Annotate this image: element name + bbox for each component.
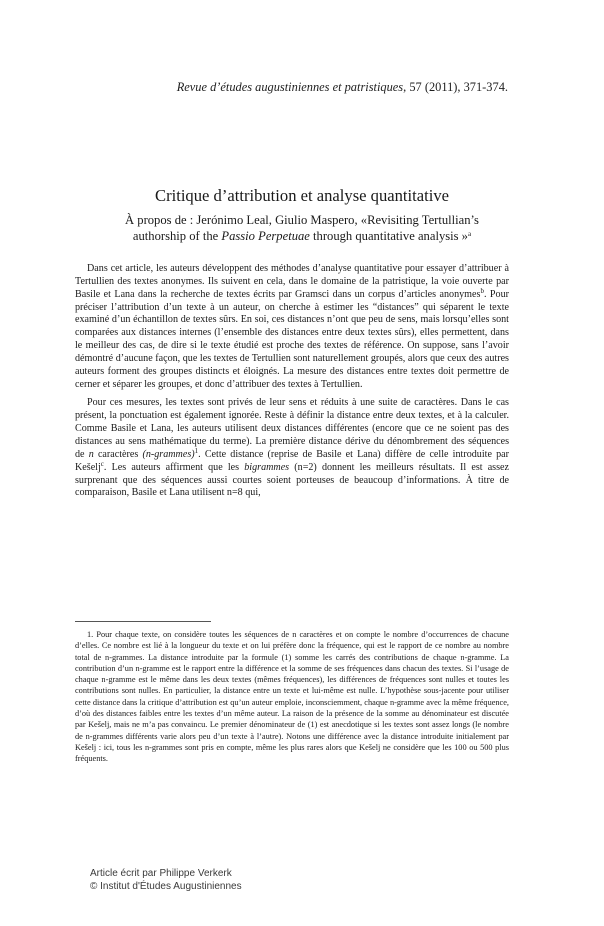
journal-name: Revue d’études augustiniennes et patristiques [176, 80, 404, 94]
paragraph-2 [75, 397, 509, 500]
footnote-1 [75, 629, 509, 765]
article-title: Critique d’attribution et analyse quantitative [155, 186, 449, 205]
subtitle-line-2a: authorship of the [132, 228, 222, 243]
p2-text-a: Pour ces mesures, les textes sont privés de leur sens et réduits à une suite de caractères. Dans le cas présent, la ponctuation est également ignorée. Reste à définir la distance entre deux textes, et à la calculer. Comme Basile et Lana, les auteurs utilisent deux distances différentes (encore que ce ne soient pas des distances au sens mathématique du terme). La première distance dérive du dénombrement des séquences de [75, 397, 509, 460]
volume-info: , 57 (2011), 371-374. [403, 80, 508, 94]
subtitle-note-marker: a [467, 229, 472, 238]
article-body [75, 263, 509, 500]
p2-text-b: caractères [93, 448, 143, 460]
article-subtitle [60, 213, 544, 244]
note-marker-1: 1 [194, 446, 199, 455]
p1-text-a: Dans cet article, les auteurs développent des méthodes d’analyse quantitative pour essayer d’attribuer à Tertullien des textes anonymes. Ils suivent en cela, dans le domaine de la patristique, la voie ouverte par Basile et Lana dans la recherche de textes écrits par Gramsci dans un corpus d’articles anonymes [75, 263, 509, 300]
note-marker-c: c [100, 459, 104, 468]
credit-author: Article écrit par Philippe Verkerk [90, 868, 232, 879]
footnote-text: 1. Pour chaque texte, on considère toutes les séquences de n caractères et on compte le nombre d’occurrences de chacune d’elles. Ce nombre est lié à la longueur du texte et on lui préfère donc la fréquence, qui est le rapport de ce nombre au nombre total de n-grammes. La distance introduite par la formule (1) somme les carrés des contributions de chaque n-gramme. La contribution d’un n-gramme est le rapport entre la différence et la somme de ses fréquences dans chacun des textes. Si l’usage de chaque n-gramme est le même dans les deux textes (mêmes fréquences), les différences de fréquences sont nulles et toutes les contributions sont nulles. En particulier, la distance entre un texte et lui-même est nulle. L’hypothèse sous-jacente pour utiliser cette distance dans la critique d’attribution est qu’un auteur emploie, inconsciemment, chaque n-gramme avec la même fréquence, d’où des distances faibles entre les textes d’un même auteur. La raison de la présence de la somme au dénominateur est discutée par Kešelj, mais ne m’a pas convaincu. Le premier dénominateur de (1) est anecdotique si les textes sont assez longs (le nombre de n-grammes différents varie alors peu d’un texte à l’autre). Notons une différence avec la distance introduite initialement par Kešelj : ici, tous les n-grammes sont pris en compte, même les plus rares alors que Kešelj ne considère que les 100 ou 500 plus fréquents. [75, 630, 509, 764]
p2-n: n [88, 448, 94, 460]
paragraph-1 [75, 263, 509, 391]
running-head [0, 80, 508, 95]
title-block [60, 186, 544, 244]
p2-text-d: . Les auteurs affirment que les [103, 461, 245, 473]
subtitle-line-1: À propos de : Jerónimo Leal, Giulio Maspero, «Revisiting Tertullian’s [125, 213, 479, 227]
p2-ngram: (n-grammes) [142, 448, 195, 460]
p2-bigram: bigrammes [244, 461, 290, 473]
credit-block [90, 868, 242, 893]
p1-text-b: . Pour préciser l’attribution d’un texte à un auteur, on cherche à estimer les “distances” qui séparent le texte examiné d’un échantillon de textes sûrs. En soi, ces distances n’ont que peu de sens, mais lorsqu’elles sont comparées aux distances internes (l’ensemble des distances entre deux textes sûrs), elles permettent, dans le meilleur des cas, de dire si le texte étudié est proche des textes de référence. On suppose, sans l’avoir démontré d’aucune façon, que les textes de Tertullien sont naturellement groupés, alors que ceux des autres auteurs forment des groupes distincts et éloignés. La mesure des distances entre textes doit permettre de cerner et séparer les groupes, et donc d’attribuer des textes à Tertullien. [75, 288, 509, 390]
credit-copyright: © Institut d'Études Augustiniennes [90, 880, 242, 892]
footnote-rule [75, 621, 211, 622]
passio-title: Passio Perpetuae [221, 228, 310, 243]
p2-text-c: . Cette distance (reprise de Basile et Lana) diffère de celle introduite par Kešelj [75, 448, 509, 473]
p2-text-e: (n=2) donnent les meilleurs résultats. Il est assez surprenant que des séquences aussi courtes soient porteuses de beaucoup d’informations. À titre de comparaison, Basile et Lana utilisent n=8 qui, [75, 461, 510, 499]
note-marker-b: b [480, 286, 484, 295]
subtitle-line-2b: through quantitative analysis » [309, 228, 468, 243]
